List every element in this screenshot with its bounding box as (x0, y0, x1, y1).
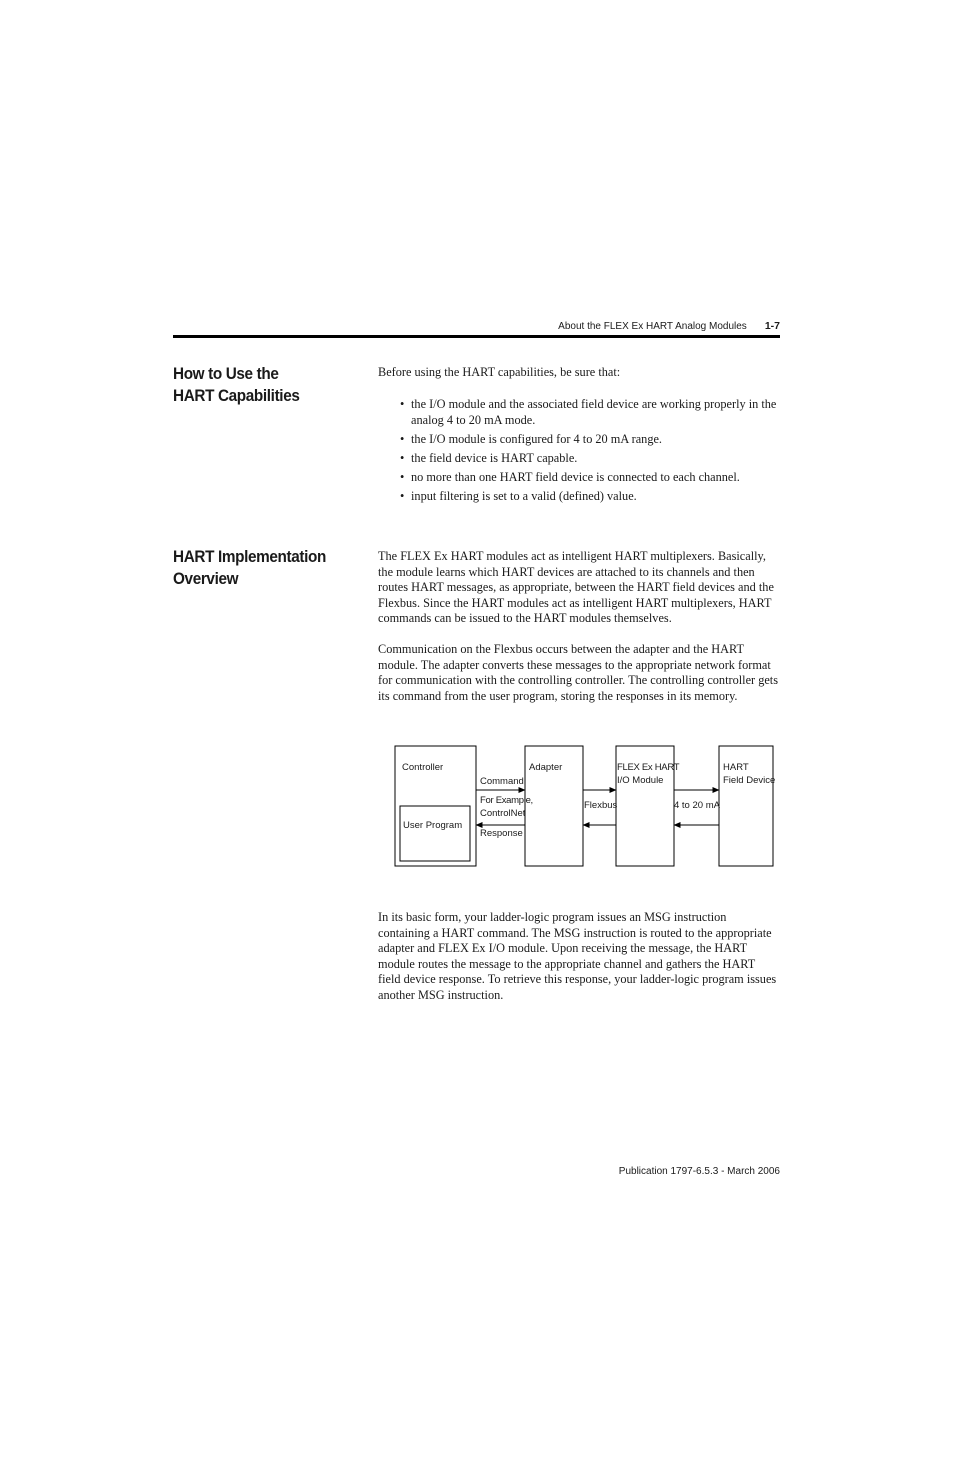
network-example-line1: For Example, (480, 795, 533, 806)
bullet-icon: • (400, 431, 405, 446)
hart-communication-diagram (390, 740, 780, 870)
heading-hart-implementation-overview (173, 546, 326, 590)
running-header (173, 317, 780, 335)
heading-how-to-use-hart (173, 363, 300, 407)
list-item-text: the I/O module is configured for 4 to 20 mA range. (411, 431, 663, 446)
field-device-label-line1: HART (723, 762, 749, 773)
user-program-label: User Program (403, 820, 463, 831)
bullet-icon: • (400, 488, 405, 503)
heading-line: HART Capabilities (173, 386, 300, 405)
command-label: Command (480, 776, 524, 787)
bullet-icon: • (400, 397, 405, 411)
requirements-list (400, 397, 785, 508)
list-item (400, 451, 785, 467)
page-number: 1-7 (764, 320, 780, 332)
header-rule (173, 335, 780, 338)
bullet-icon: • (400, 450, 405, 465)
list-item (400, 470, 785, 486)
list-item-text: input filtering is set to a valid (defined) value. (411, 488, 637, 503)
response-label: Response (480, 828, 523, 839)
list-item-text: the field device is HART capable. (411, 450, 578, 465)
flexbus-label: Flexbus (584, 800, 618, 811)
overview-paragraph-1: The FLEX Ex HART modules act as intelligent HART multiplexers. Basically, the module learns which HART devices are attached to its channels and then routes HART messages, as appropriate, between the HART field devices and the Flexbus. Since the HART modules act as intelligent HART multiplexers, HART commands can be issued to the HART modules themselves. (378, 549, 774, 626)
list-item (400, 397, 785, 428)
adapter-label: Adapter (529, 762, 563, 773)
list-item-text: no more than one HART field device is connected to each channel. (411, 469, 740, 484)
publication-footer: Publication 1797-6.5.3 - March 2006 (618, 1166, 780, 1177)
field-device-label-line2: Field Device (723, 775, 776, 786)
controller-label: Controller (402, 762, 444, 773)
current-loop-label: 4 to 20 mA (674, 800, 720, 811)
io-module-label-line2: I/O Module (617, 775, 664, 786)
io-module-label-line1: FLEX Ex HART (617, 762, 680, 773)
heading-line: How to Use the (173, 364, 279, 383)
intro-paragraph: Before using the HART capabilities, be sure that: (378, 365, 621, 379)
list-item-text: the I/O module and the associated field device are working properly in the analog 4 to 20 mA mode. (411, 397, 777, 427)
network-example-line2: ControlNet (480, 808, 526, 819)
list-item (400, 432, 785, 448)
running-title: About the FLEX Ex HART Analog Modules (558, 320, 747, 332)
heading-line: Overview (173, 569, 239, 588)
overview-paragraph-2: Communication on the Flexbus occurs between the adapter and the HART module. The adapter converts these messages to the appropriate network format for communication with the controlling controller. The controlling controller gets its command from the user program, storing the responses in its memory. (378, 642, 779, 703)
heading-line: HART Implementation (173, 547, 326, 566)
overview-paragraph-3: In its basic form, your ladder-logic program issues an MSG instruction containing a HART command. The MSG instruction is routed to the appropriate adapter and FLEX Ex I/O module. Upon receiving the message, the HART module routes the message to the appropriate channel and gathers the HART field device response. To retrieve this response, your ladder-logic program issues another MSG instruction. (378, 910, 777, 1002)
list-item (400, 489, 785, 505)
user-program-box (400, 806, 470, 861)
bullet-icon: • (400, 469, 405, 484)
